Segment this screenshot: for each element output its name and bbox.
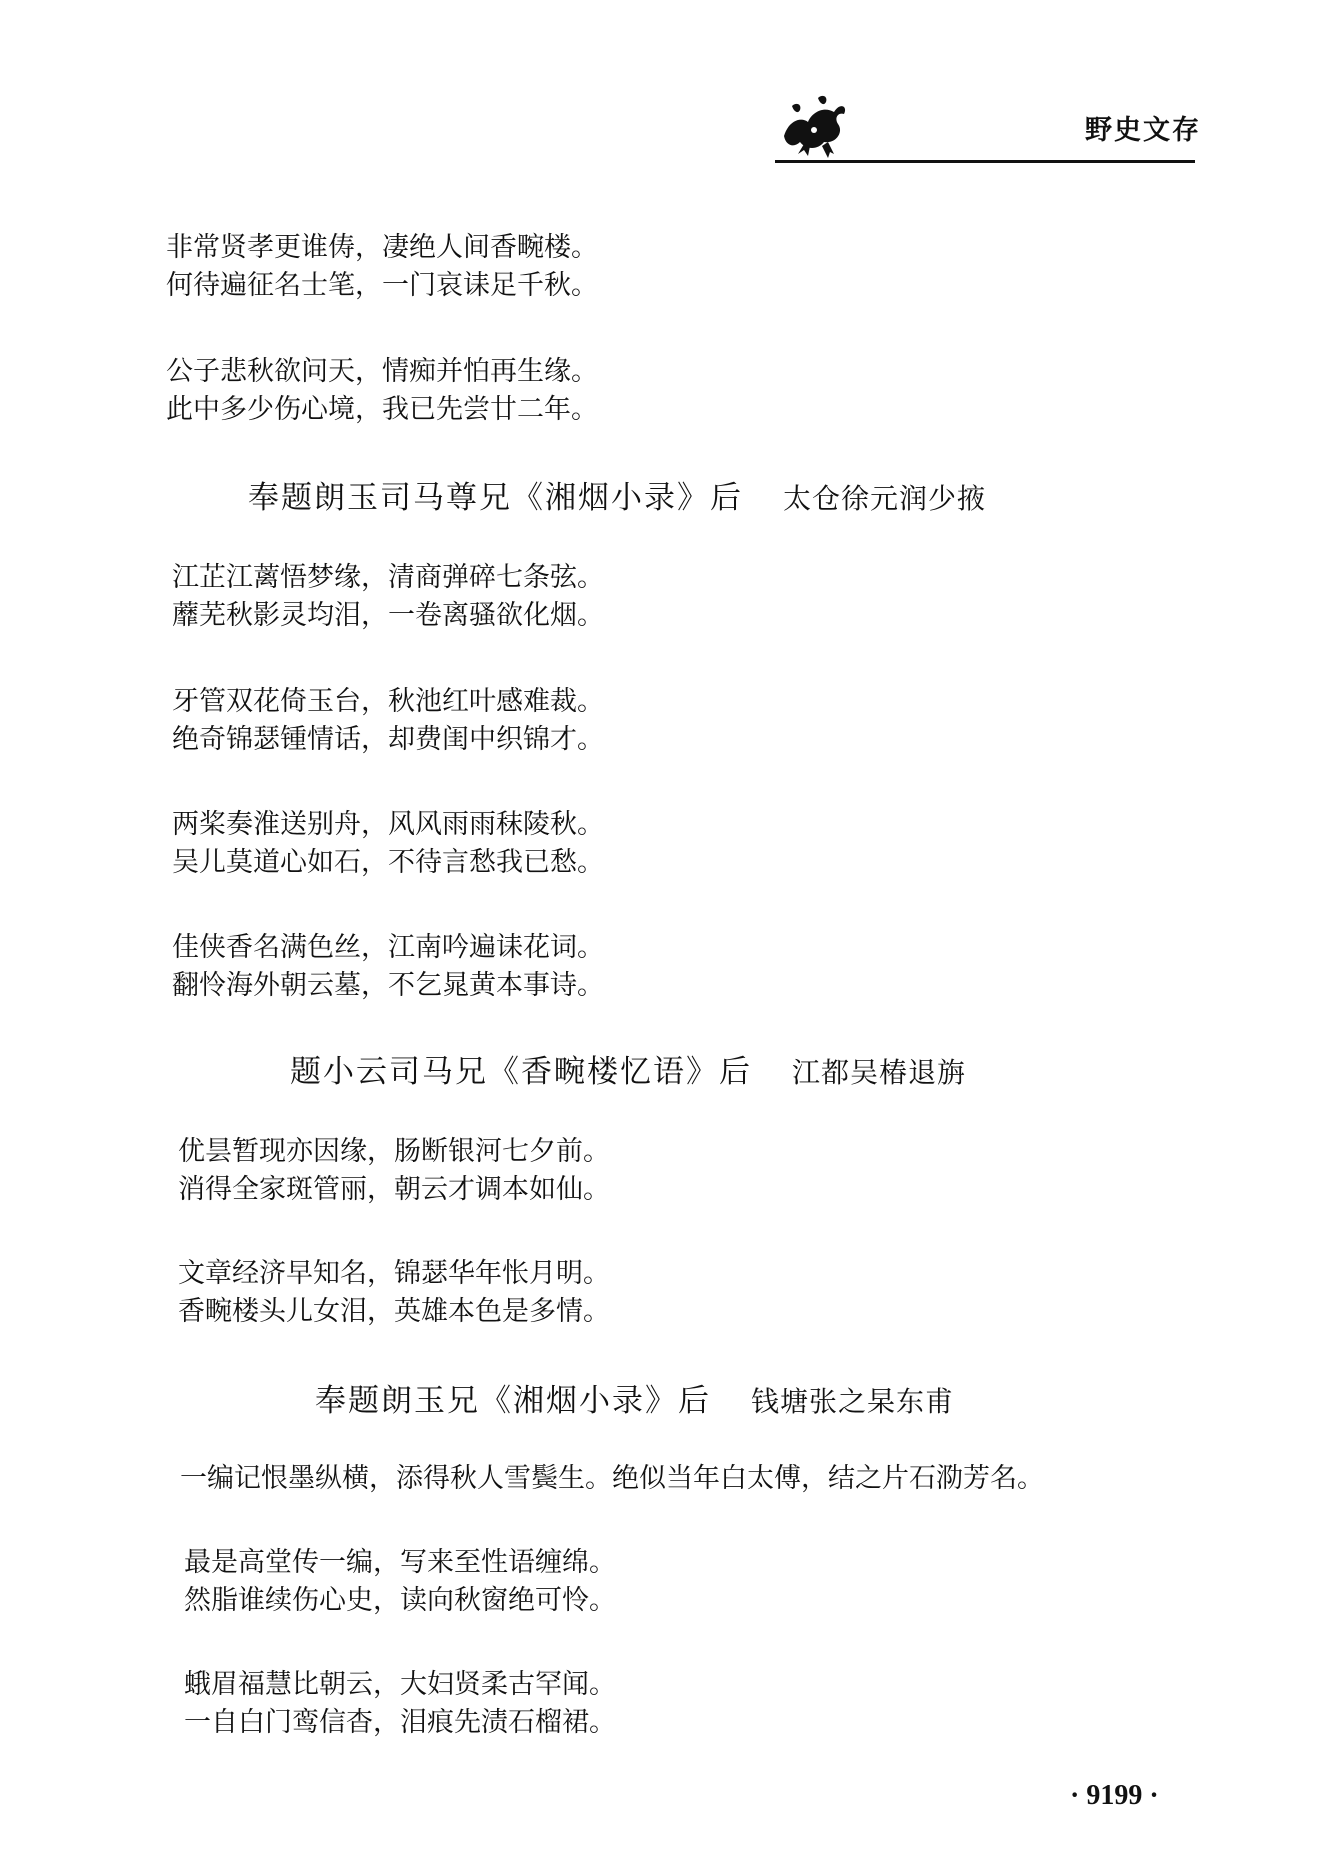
poem-line: 蛾眉福慧比朝云，大妇贤柔古罕闻。 (184, 1669, 616, 1700)
poem (184, 1666, 616, 1742)
heading-title: 奉题朗玉司马尊兄《湘烟小录》后 (248, 480, 743, 516)
poem-line: 绝奇锦瑟锺情话，却费闺中织锦才。 (172, 724, 604, 755)
dragon-emblem-icon (778, 92, 850, 160)
section-title: 野史文存 (1085, 115, 1201, 146)
poem-line: 牙管双花倚玉台，秋池红叶感难裁。 (172, 686, 604, 717)
poem-line: 文章经济早知名，锦瑟华年怅月明。 (178, 1258, 610, 1289)
section-heading (248, 472, 986, 517)
heading-title: 奉题朗玉兄《湘烟小录》后 (315, 1383, 711, 1419)
poem-line: 一自白门鸾信杳，泪痕先渍石榴裙。 (184, 1707, 616, 1738)
page-number: · 9199 · (1070, 1780, 1159, 1811)
section-heading (315, 1375, 954, 1420)
poem-line: 吴儿莫道心如石，不待言愁我已愁。 (172, 847, 604, 878)
poem (178, 1255, 610, 1331)
poem-line: 何待遍征名士笔，一门哀诔足千秋。 (166, 270, 598, 301)
poem-line: 优昙暂现亦因缘，肠断银河七夕前。 (178, 1136, 610, 1167)
poem (172, 806, 604, 882)
heading-author: 钱塘张之杲东甫 (751, 1385, 955, 1418)
poem (166, 229, 598, 305)
poem-line: 公子悲秋欲问天，情痴并怕再生缘。 (166, 356, 598, 387)
poem (180, 1460, 1044, 1498)
poem (172, 929, 604, 1005)
poem-line: 香畹楼头儿女泪，英雄本色是多情。 (178, 1296, 610, 1327)
poem-line: 翻怜海外朝云墓，不乞晁黄本事诗。 (172, 970, 604, 1001)
poem (172, 683, 604, 759)
header-rule (775, 160, 1195, 163)
poem-line: 最是高堂传一编，写来至性语缠绵。 (184, 1547, 616, 1578)
poem (166, 353, 598, 429)
poem (184, 1544, 616, 1620)
poem-line: 江芷江蓠悟梦缘，清商弹碎七条弦。 (172, 562, 604, 593)
poem-line: 消得全家斑管丽，朝云才调本如仙。 (178, 1174, 610, 1205)
section-heading (290, 1046, 966, 1091)
poem-line: 佳侠香名满色丝，江南吟遍诔花词。 (172, 932, 604, 963)
poem-line: 两桨奏淮送别舟，风风雨雨秣陵秋。 (172, 809, 604, 840)
poem (172, 559, 604, 635)
poem-line: 非常贤孝更谁俦，凄绝人间香畹楼。 (166, 232, 598, 263)
heading-author: 太仓徐元润少掖 (783, 482, 987, 515)
heading-title: 题小云司马兄《香畹楼忆语》后 (290, 1054, 752, 1090)
poem-line: 蘼芜秋影灵均泪，一卷离骚欲化烟。 (172, 600, 604, 631)
heading-author: 江都吴椿退旃 (792, 1056, 967, 1089)
poem-line: 此中多少伤心境，我已先尝廿二年。 (166, 394, 598, 425)
poem-line: 然脂谁续伤心史，读向秋窗绝可怜。 (184, 1585, 616, 1616)
poem-line: 一编记恨墨纵横，添得秋人雪鬓生。绝似当年白太傅，结之片石泐芳名。 (180, 1463, 1044, 1494)
poem (178, 1133, 610, 1209)
